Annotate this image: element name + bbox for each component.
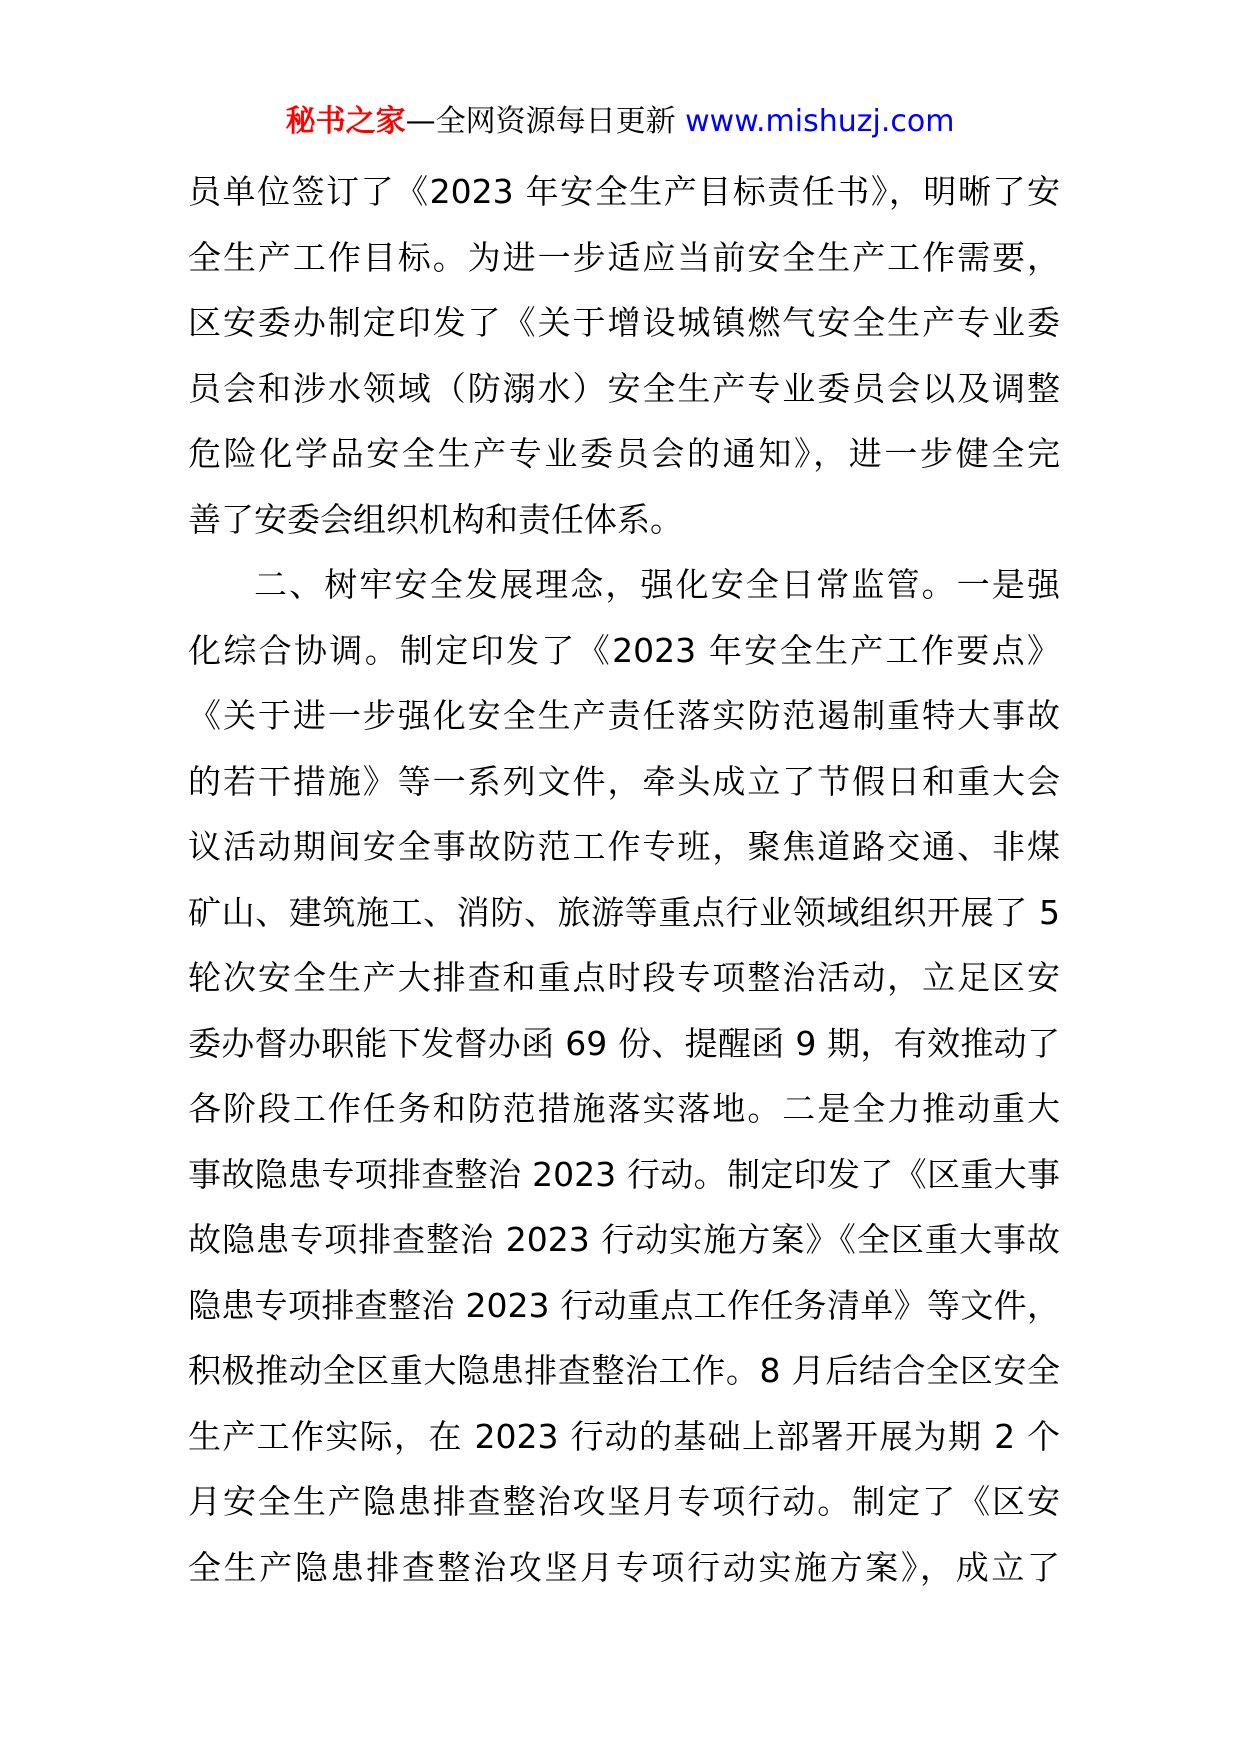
section-heading-line: 二、树牢安全发展理念，强化安全日常监管。一是强 — [254, 565, 1060, 604]
text-line: 危险化学品安全生产专业委员会的通知》，进一步健全完 — [188, 434, 1060, 473]
text-line: 委办督办职能下发督办函 69 份、提醒函 9 期，有效推动了 — [188, 1023, 1060, 1063]
text-line: 隐患专项排查整治 2023 行动重点工作任务清单》等文件， — [188, 1285, 1060, 1325]
text-line: 全生产隐患排查整治攻坚月专项行动实施方案》，成立了 — [188, 1547, 1060, 1587]
text-line: 积极推动全区重大隐患排查整治工作。8 月后结合全区安全 — [188, 1351, 1060, 1390]
text-line: 的若干措施》等一系列文件，牵头成立了节假日和重大会 — [188, 761, 1060, 801]
text-line: 故隐患专项排查整治 2023 行动实施方案》《全区重大事故 — [188, 1220, 1060, 1259]
page-header — [0, 102, 1240, 142]
header-tagline: —全网资源每日更新 — [405, 104, 686, 139]
text-line: 事故隐患专项排查整治 2023 行动。制定印发了《区重大事 — [188, 1154, 1060, 1194]
text-line: 化综合协调。制定印发了《2023 年安全生产工作要点》 — [188, 630, 1060, 670]
text-line: 轮次安全生产大排查和重点时段专项整治活动，立足区安 — [188, 958, 1060, 997]
website-link[interactable]: www.mishuzj.com — [685, 104, 955, 139]
text-line: 《关于进一步强化安全生产责任落实防范遏制重特大事故 — [188, 696, 1060, 735]
text-line: 矿山、建筑施工、消防、旅游等重点行业领域组织开展了 5 — [188, 892, 1060, 932]
text-line: 月安全生产隐患排查整治攻坚月专项行动。制定了《区安 — [188, 1482, 1060, 1521]
brand-name: 秘书之家 — [285, 104, 406, 139]
text-line: 全生产工作目标。为进一步适应当前安全生产工作需要， — [188, 237, 1060, 277]
document-body — [188, 159, 1060, 1600]
text-line: 各阶段工作任务和防范措施落实落地。二是全力推动重大 — [188, 1089, 1060, 1128]
text-line: 议活动期间安全事故防范工作专班，聚焦道路交通、非煤 — [188, 827, 1060, 866]
text-line: 员会和涉水领域（防溺水）安全生产专业委员会以及调整 — [188, 368, 1060, 408]
text-line: 善了安委会组织机构和责任体系。 — [188, 499, 683, 539]
text-line: 区安委办制定印发了《关于增设城镇燃气安全生产专业委 — [188, 303, 1060, 342]
text-line: 生产工作实际，在 2023 行动的基础上部署开展为期 2 个 — [188, 1416, 1060, 1456]
text-line: 员单位签订了《2023 年安全生产目标责任书》，明晰了安 — [188, 172, 1060, 211]
